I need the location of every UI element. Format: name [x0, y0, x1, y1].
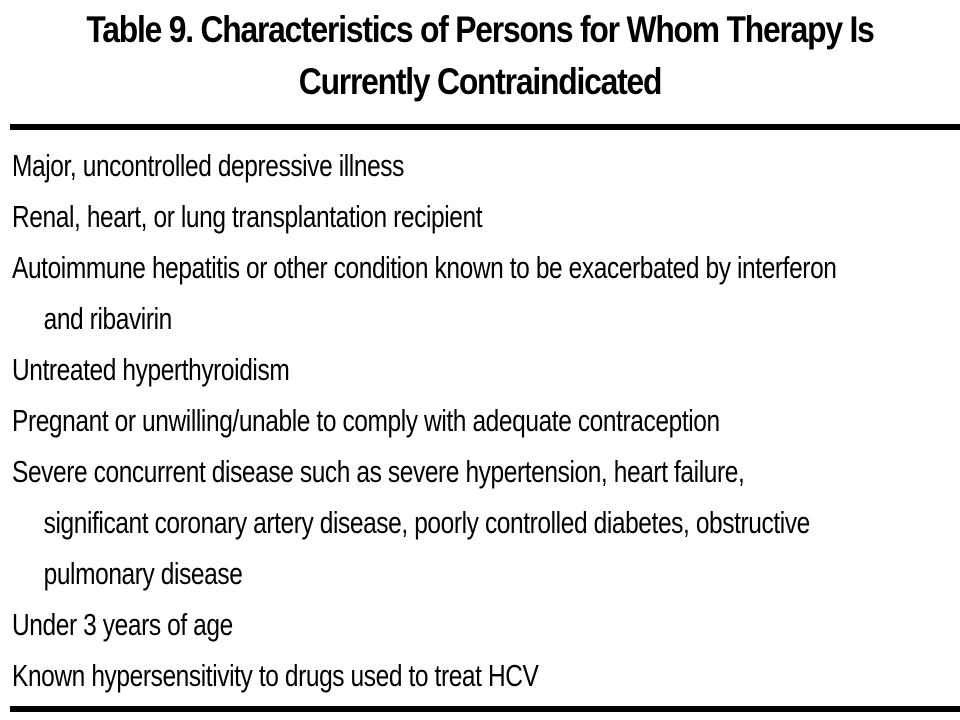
list-item-text: Pregnant or unwilling/unable to comply with adequate contraception — [12, 403, 720, 438]
list-item — [12, 140, 758, 191]
list-item — [12, 446, 810, 599]
list-item-text: Renal, heart, or lung transplantation recipient — [12, 199, 483, 234]
list-item — [12, 344, 758, 395]
table-title-line-2: Currently Contraindicated — [298, 61, 662, 102]
contraindication-list — [12, 140, 956, 701]
table-title — [67, 4, 893, 108]
list-item-text: Untreated hyperthyroidism — [12, 352, 290, 387]
list-item-text: Major, uncontrolled depressive illness — [12, 148, 405, 183]
list-item — [12, 599, 758, 650]
table-title-line-1: Table 9. Characteristics of Persons for Whom Therapy Is — [86, 9, 874, 50]
list-item-text: Known hypersensitivity to drugs used to treat HCV — [12, 658, 539, 693]
list-item — [12, 191, 758, 242]
list-item-text: Under 3 years of age — [12, 607, 233, 642]
list-item-continuation: significant coronary artery disease, poorly controlled diabetes, obstructive — [43, 505, 810, 540]
table-top-rule — [10, 124, 960, 130]
list-item-continuation: and ribavirin — [43, 301, 172, 336]
list-item-text: Severe concurrent disease such as severe hypertension, heart failure, — [12, 454, 745, 489]
list-item — [12, 242, 837, 344]
list-item — [12, 650, 758, 701]
table-bottom-rule — [10, 706, 960, 712]
list-item-text: Autoimmune hepatitis or other condition known to be exacerbated by interferon — [12, 250, 837, 285]
list-item — [12, 395, 758, 446]
list-item-continuation: pulmonary disease — [43, 556, 243, 591]
